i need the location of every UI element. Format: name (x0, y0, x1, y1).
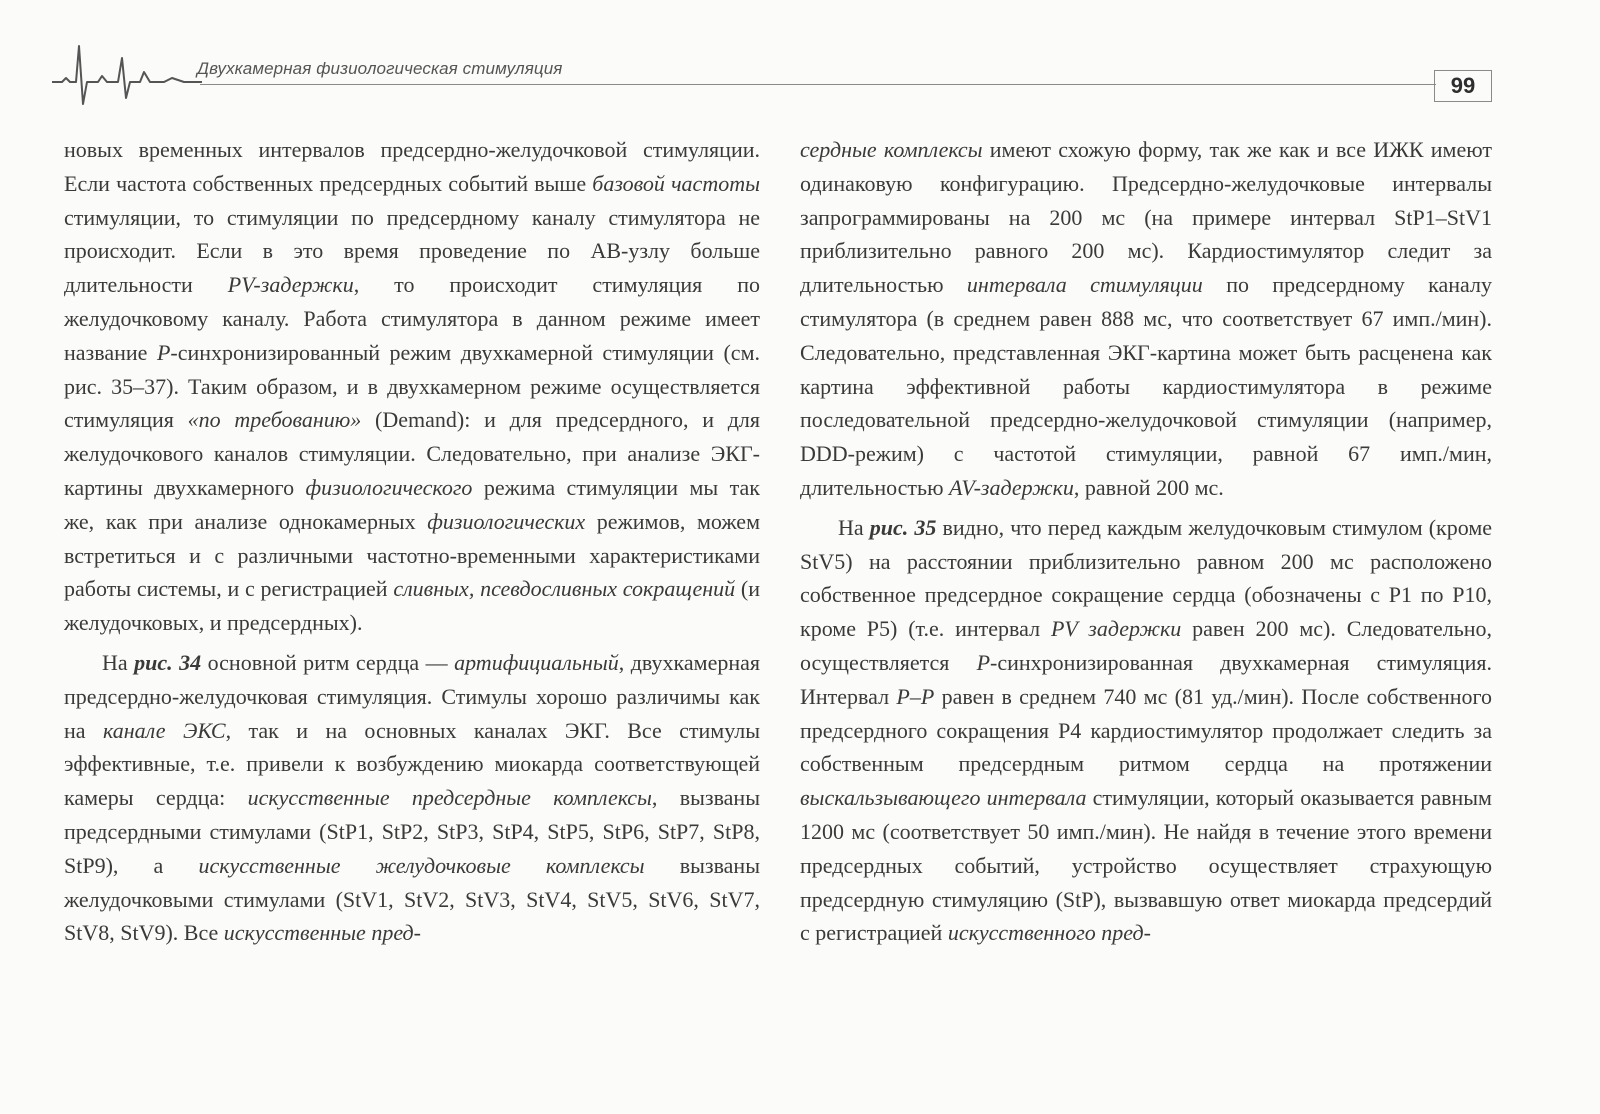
figure-reference: рис. 34 (134, 649, 202, 675)
text-run: имеют схожую форму, так же как и все ИЖК имеют одинаковую конфигурацию. Предсердно-желудочковые интервалы запрограммированы на 200 мс (на примере интервал StP1–StV1 приблизительно равного 200 мс). Кардиостимулятор следит за длительностью (800, 137, 1492, 298)
page-number: 99 (1434, 70, 1492, 102)
emphasized-term: физиологического (305, 474, 473, 500)
emphasized-term: Р (156, 339, 171, 365)
emphasized-term: Р (976, 649, 991, 675)
text-run: , вызваны предсердными стимулами (StP1, StP2, StP3, StP4, StP5, StP6, StP7, StP8, StP9), а (64, 785, 760, 878)
emphasized-term: физиологических (427, 508, 586, 534)
text-run: вызваны желудочковыми стимулами (StV1, StV2, StV3, StV4, StV5, StV6, StV7, StV8, StV9). Все (64, 852, 760, 946)
running-header-title: Двухкамерная физиологическая стимуляция (197, 59, 563, 78)
text-run: равен 200 мс). Следовательно, осуществляется (800, 616, 1493, 675)
text-run: -синхронизированный режим двухкамерной стимуляции (см. рис. 35–37). Таким образом, и в двухкамерном режиме осуществляется стимуляция (64, 339, 760, 433)
emphasized-term: искусственные желудочковые комплексы (198, 852, 645, 878)
text-run: (и желудочковых, и предсердных). (64, 576, 761, 636)
emphasized-term: артифициальный (454, 649, 619, 675)
paragraph (800, 133, 1492, 505)
emphasized-term: выскальзывающего интервала (800, 785, 1087, 811)
text-run: (Demand): и для предсердного, и для желудочкового каналов стимуляции. Следовательно, при анализе ЭКГ-картины двухкамерного (64, 407, 760, 500)
emphasized-term: Р–Р (896, 683, 935, 709)
emphasized-term: интервала стимуляции (966, 272, 1203, 298)
emphasized-term: AV-задержки (949, 474, 1074, 500)
text-run: стимуляции, то стимуляции по предсердному каналу стимулятора не происходит. Если в это время проведение по АВ-узлу больше длительности (64, 204, 760, 298)
text-run: по предсердному каналу стимулятора (в среднем равен 888 мс, что соответствует 67 имп./мин). Следовательно, представленная ЭКГ-картина может быть расценена как картина эффективной работы кардиостимулятора в режиме последовательной предсердно-желудочковой стимуляции (например, DDD-режим) с частотой стимуляции, равной 67 имп./мин, длительностью (800, 272, 1492, 500)
emphasized-term: искусственного пред- (947, 920, 1151, 946)
text-run: -синхронизированная двухкамерная стимуляция. Интервал (800, 649, 1493, 709)
text-run: , равной 200 мс. (1073, 474, 1224, 500)
emphasized-term: искусственные пред- (223, 920, 421, 946)
text-run: видно, что перед каждым желудочковым стимулом (кроме StV5) на расстоянии приблизительно равном 200 мс расположено собственное предсердное сокращение сердца (обозначены с Р1 по Р10, кроме Р5) (т.е. интервал (800, 514, 1493, 642)
text-run: новых временных интервалов предсердно-желудочковой стимуляции. Если частота собственных предсердных событий выше (64, 137, 760, 196)
emphasized-term: сердные комплексы (800, 137, 983, 162)
text-run: , так и на основных каналах ЭКГ. Все стимулы эффективные, т.е. привели к возбуждению миокарда соответствующей камеры сердца: (64, 717, 760, 811)
text-column-left (64, 133, 760, 950)
text-run: На (102, 649, 135, 675)
text-run: режимов, можем встретиться и с различными частотно-временными характеристиками работы системы, и с регистрацией (64, 508, 760, 602)
figure-reference: рис. 35 (869, 514, 937, 540)
emphasized-term: канале ЭКС (102, 717, 226, 743)
text-run: режима стимуляции мы так же, как при анализе однокамерных (64, 474, 760, 534)
text-run: На (838, 514, 870, 540)
emphasized-term: PV-задержки (227, 272, 354, 298)
emphasized-term: PV задержки (1050, 616, 1182, 642)
text-run: , двухкамерная предсердно-желудочковая стимуляция. Стимулы хорошо различимы как на (64, 649, 761, 743)
text-run: , то происходит стимуляция по желудочковому каналу. Работа стимулятора в данном режиме имеет название (64, 272, 761, 365)
paragraph (64, 133, 760, 640)
text-column-right (800, 133, 1492, 950)
text-run: стимуляции, который оказывается равным 1200 мс (соответствует 50 имп./мин). Не найдя в течение этого времени предсердных событий, устройство осуществляет страхующую предсердную стимуляцию (StP), вызвавшую ответ миокарда предсердий с регистрацией (800, 785, 1492, 946)
emphasized-term: базовой частоты (592, 170, 760, 196)
paragraph (64, 646, 760, 950)
header-rule (200, 84, 1436, 85)
emphasized-term: «по требованию» (187, 407, 362, 433)
text-run: основной ритм сердца — (201, 649, 455, 675)
ecg-trace-logo (52, 38, 202, 110)
paragraph (800, 511, 1492, 950)
emphasized-term: искусственные предсердные комплексы (247, 785, 652, 811)
text-run: равен в среднем 740 мс (81 уд./мин). После собственного предсердного сокращения Р4 кардиостимулятор продолжает следить за собственным предсердным ритмом сердца на протяжении (800, 683, 1492, 777)
emphasized-term: сливных, псевдосливных сокращений (393, 576, 736, 602)
